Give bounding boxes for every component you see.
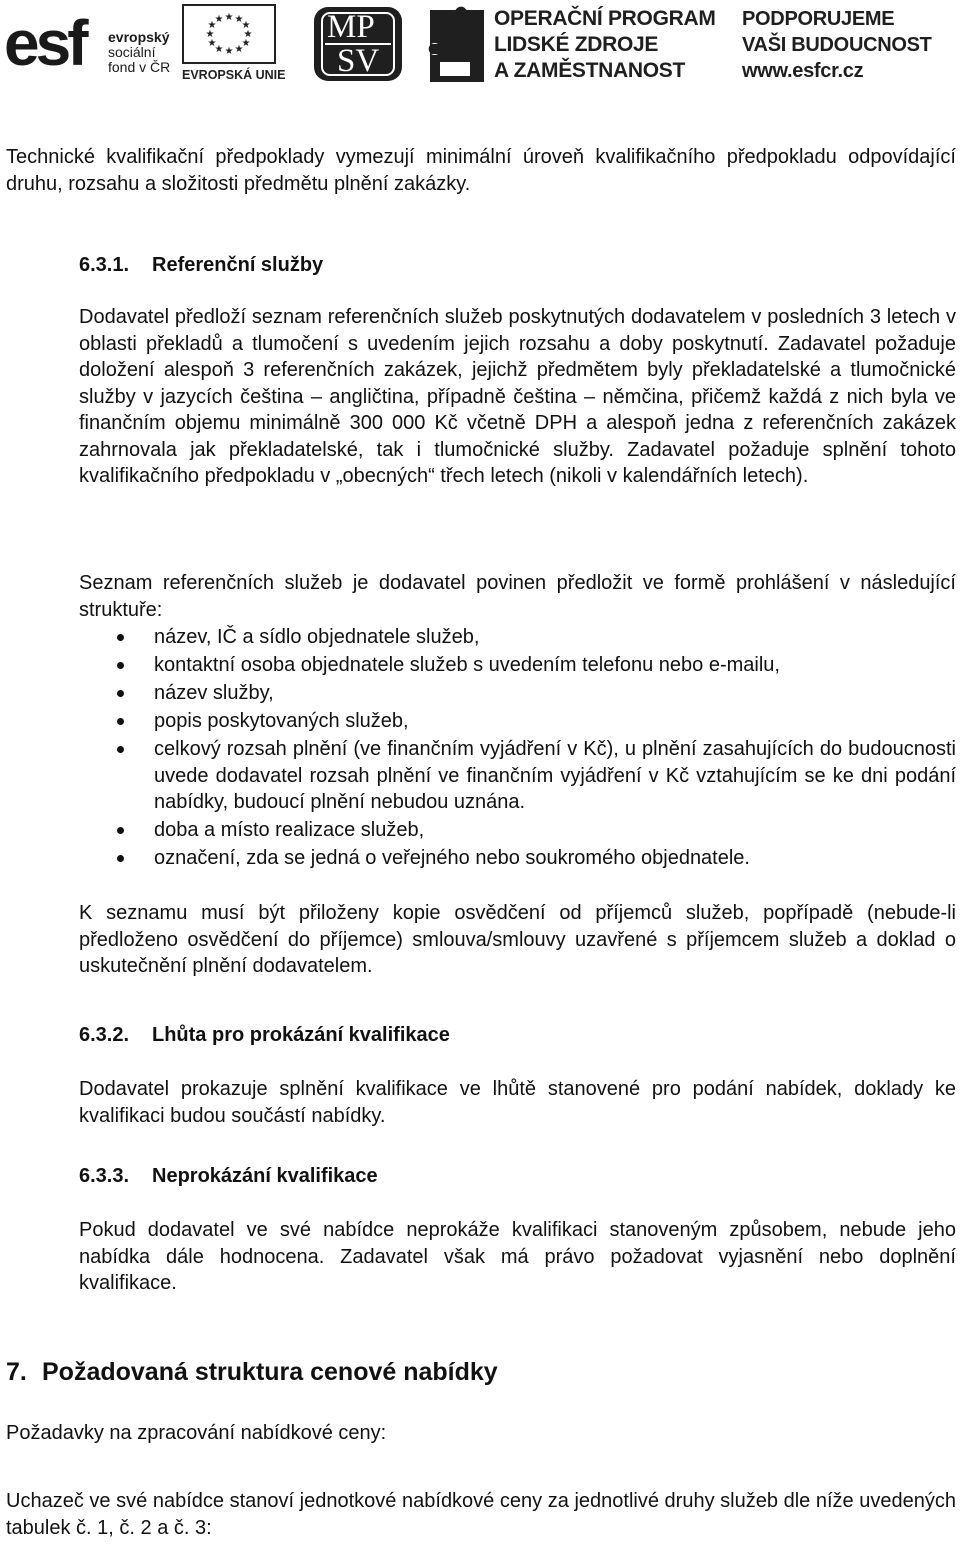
svg-text:★: ★ [207,38,217,49]
svg-text:★: ★ [224,12,234,23]
section-heading-6-3-3 [79,1163,378,1189]
list-item: doba a místo realizace služeb, [79,817,956,844]
unit-prices-paragraph: Uchazeč ve své nabídce stanoví jednotkové nabídkové ceny za jednotlivé druhy služeb dle níže uvedených tabulek č. 1, č. 2 a č. 3: [6,1490,956,1539]
op-logo [426,6,726,86]
eu-flag-icon [182,4,276,64]
section-number: 7. [6,1358,27,1386]
svg-text:★: ★ [234,14,244,25]
slogan-line: PODPORUJEME [742,8,895,30]
op-title-line: OPERAČNÍ PROGRAM [494,7,716,30]
svg-text:★: ★ [241,38,251,49]
esf-caption-line: fond v ČR [108,59,171,75]
intro-paragraph: Technické kvalifikační předpoklady vymezují minimální úroveň kvalifikačního předpokladu odpovídající druhu, rozsahu a složitosti předmětu plnění zakázky. [6,146,956,195]
list-item: celkový rozsah plnění (ve finančním vyjádření v Kč), u plnění zasahujících do budoucnosti uvede dodavatel rozsah plnění ve finančním vyjádření v Kč vztahujícím se ke dni podání nabídky, budoucí plnění nebudou uznána. [79,736,956,816]
references-paragraph: Dodavatel předloží seznam referenčních služeb poskytnutých dodavatelem v posledních 3 letech v oblasti překladů a tlumočení s uvedením jejich rozsahu a doby poskytnutí. Zadavatel požaduje doložení alespoň 3 referenčních zakázek, jejichž předmětem byly překladatelské a tlumočnické služby v jazycích čeština – angličtina, případně čeština – němčina, přičemž každá z nich byla ve finančním objemu minimálně 300 000 Kč včetně DPH a alespoň jedna z referenčních zakázek zahrnovala jak překladatelské, tak i tlumočnické služby. Zadavatel požaduje splnění tohoto kvalifikačního předpokladu v „obecných“ třech letech (nikoli v kalendářních letech). [79,306,956,487]
esf-logo [4,4,172,84]
section-title: Referenční služby [152,254,324,276]
section-number: 6.3.2. [79,1024,130,1046]
section-number: 6.3.1. [79,254,130,276]
list-item: označení, zda se jedná o veřejného nebo soukromého objednatele. [79,845,956,872]
esf-wordmark: esf [4,7,85,79]
structure-paragraph: Seznam referenčních služeb je dodavatel povinen předložit ve formě prohlášení v následující struktuře: [79,572,956,621]
svg-text:★: ★ [205,29,215,40]
svg-text:★: ★ [234,44,244,55]
puzzle-icon [426,6,488,84]
op-title [494,6,716,84]
svg-text:★: ★ [207,20,217,31]
mpsv-logo [313,6,403,82]
svg-text:★: ★ [241,20,251,31]
eu-logo [182,4,286,84]
eu-label: EVROPSKÁ UNIE [182,68,286,82]
section-heading-6-3-2 [79,1022,450,1048]
list-item: název služby, [79,680,956,707]
mpsv-text-top: MP [327,9,375,45]
section-heading-7 [6,1357,498,1387]
mpsv-text-bottom: SV [337,43,380,79]
section-number: 6.3.3. [79,1165,130,1187]
section-title: Lhůta pro prokázání kvalifikace [152,1024,450,1046]
svg-text:★: ★ [243,29,253,40]
list-item: popis poskytovaných služeb, [79,708,956,735]
slogan-url: www.esfcr.cz [742,60,864,82]
logo-header [0,0,960,90]
deadline-paragraph: Dodavatel prokazuje splnění kvalifikace ve lhůtě stanovené pro podání nabídek, doklady ke kvalifikaci budou součástí nabídky. [79,1078,956,1127]
esf-caption [108,30,170,75]
svg-text:★: ★ [224,46,234,57]
list-item: název, IČ a sídlo objednatele služeb, [79,624,956,651]
svg-text:★: ★ [214,14,224,25]
op-title-line: LIDSKÉ ZDROJE [494,33,659,56]
slogan-line: VAŠI BUDOUCNOST [742,34,932,56]
section-title: Požadovaná struktura cenové nabídky [42,1358,498,1386]
non-qualification-paragraph: Pokud dodavatel ve své nabídce neprokáže kvalifikaci stanoveným způsobem, nebude jeho nabídka dále hodnocena. Zadavatel však má právo požadovat vyjasnění nebo doplnění kvalifikace. [79,1219,956,1294]
svg-text:★: ★ [214,44,224,55]
esf-caption-line: evropský [108,29,170,45]
list-item: kontaktní osoba objednatele služeb s uvedením telefonu nebo e-mailu, [79,652,956,679]
requirements-list [79,624,956,873]
op-title-line: A ZAMĚSTNANOST [494,59,686,82]
section-title: Neprokázání kvalifikace [152,1165,378,1187]
attachments-paragraph: K seznamu musí být přiloženy kopie osvědčení od příjemců služeb, popřípadě (nebude-li předloženo osvědčení do příjemce) smlouva/smlouvy uzavřené s příjemcem služeb a doklad o uskutečnění plnění dodavatelem. [79,902,956,977]
section-heading-6-3-1 [79,252,323,278]
price-requirements-paragraph: Požadavky na zpracování nabídkové ceny: [6,1422,387,1444]
slogan [742,6,932,84]
esf-caption-line: sociální [108,44,156,60]
